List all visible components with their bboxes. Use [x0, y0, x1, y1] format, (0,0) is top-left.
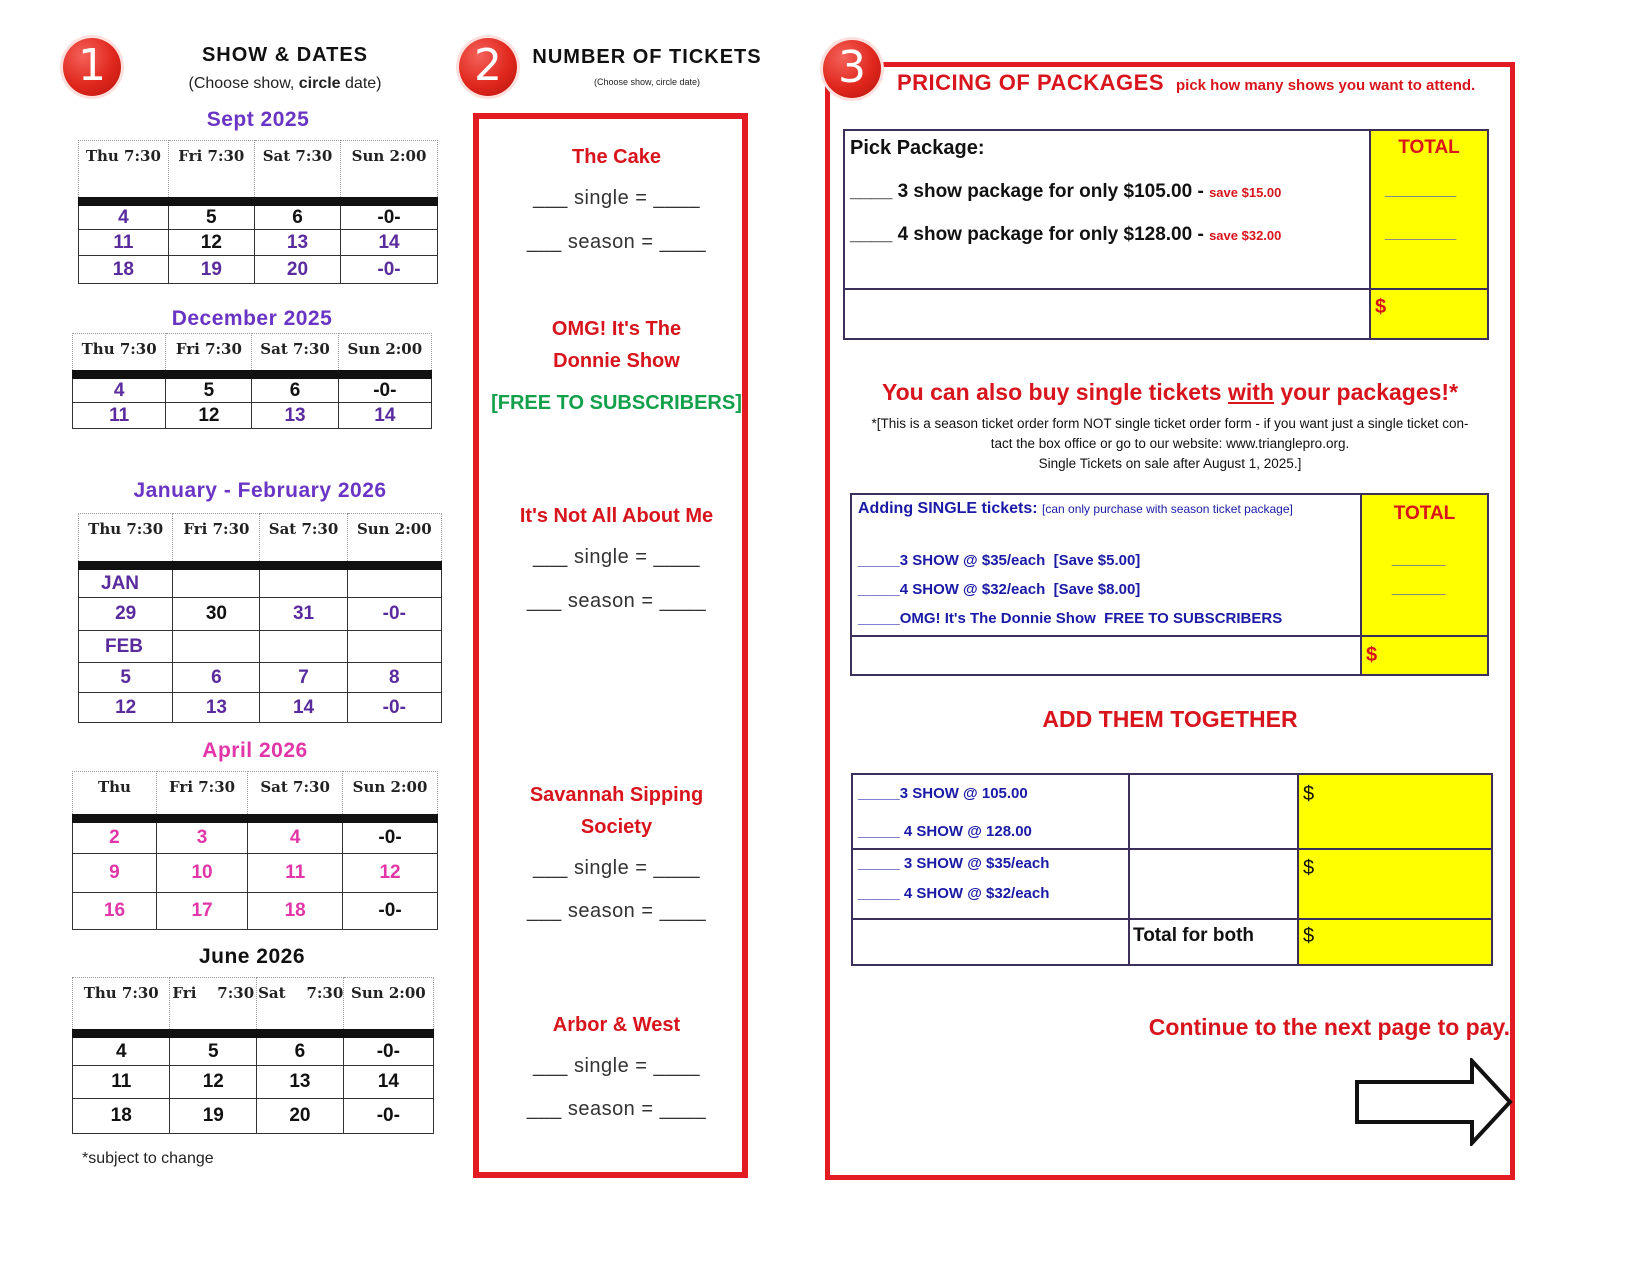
single-ticket-field[interactable]: ___ single = ____ [533, 857, 700, 879]
date-cell[interactable]: -0- [347, 693, 441, 723]
add-together-heading: ADD THEM TOGETHER [1042, 706, 1298, 732]
date-cell[interactable]: 20 [257, 1099, 344, 1134]
date-cell[interactable]: 9 [73, 854, 157, 893]
package-total-label: TOTAL [1398, 137, 1460, 158]
date-cell[interactable]: -0- [347, 598, 441, 631]
date-cell[interactable]: 5 [79, 663, 173, 693]
date-cell[interactable]: 31 [260, 598, 347, 631]
date-cell[interactable]: 12 [166, 403, 252, 429]
date-cell[interactable]: 13 [257, 1066, 344, 1099]
single-tickets-heading: You can also buy single tickets with your packages!* [881, 379, 1459, 405]
adding-single-heading: Adding SINGLE tickets: [can only purchase with season ticket package] [858, 500, 1293, 517]
subject-to-change-note: *subject to change [82, 1150, 214, 1167]
day-header: Thu 7:30 [79, 514, 173, 562]
date-cell[interactable]: 4 [73, 379, 166, 403]
date-cell[interactable]: -0- [343, 1038, 433, 1066]
show-title-savannah-sipping-society: Savannah Sipping Society [529, 784, 704, 838]
total-for-both-label: Total for both [1133, 925, 1255, 946]
date-cell[interactable]: 12 [170, 1066, 257, 1099]
date-cell[interactable]: -0- [343, 893, 438, 930]
day-header: Sat 7:30 [257, 978, 344, 1030]
date-cell[interactable]: 18 [248, 893, 343, 930]
number-of-tickets-subtitle: (Choose show, circle date) [593, 77, 701, 87]
day-header: Sun 2:00 [343, 978, 433, 1030]
date-cell[interactable]: 14 [260, 693, 347, 723]
step-2-badge: 2 [459, 38, 517, 96]
month-june-2026: June 2026 [198, 945, 306, 968]
date-cell[interactable]: 12 [343, 854, 438, 893]
date-cell[interactable]: 19 [170, 1099, 257, 1134]
number-of-tickets-title: NUMBER OF TICKETS [532, 46, 762, 68]
date-cell[interactable]: -0- [343, 1099, 433, 1134]
show-title-not-all-about-me: It's Not All About Me [519, 505, 714, 527]
single-option-3-show[interactable]: _____3 SHOW @ $35/each [Save $5.00] [858, 552, 1141, 569]
combined-4-show-single[interactable]: _____ 4 SHOW @ $32/each [858, 885, 1050, 902]
day-header: Fri 7:30 [166, 334, 252, 371]
date-cell[interactable]: 6 [252, 379, 338, 403]
right-arrow-icon [1354, 1058, 1514, 1146]
date-cell[interactable]: 4 [73, 1038, 170, 1066]
date-cell[interactable]: 14 [343, 1066, 433, 1099]
date-cell[interactable]: 6 [173, 663, 260, 693]
month-april-2026: April 2026 [202, 739, 308, 762]
date-cell[interactable]: 13 [252, 403, 338, 429]
day-header: Fri 7:30 [170, 978, 257, 1030]
tickets-panel [473, 113, 748, 1178]
single-total-dollar[interactable]: $ [1366, 644, 1378, 666]
date-cell[interactable]: 2 [73, 823, 157, 854]
date-cell[interactable]: 14 [341, 230, 438, 256]
day-header: Sun 2:00 [341, 141, 438, 198]
season-ticket-field[interactable]: ___ season = ____ [526, 231, 707, 253]
date-cell[interactable]: 3 [156, 823, 247, 854]
day-header: Fri 7:30 [168, 141, 254, 198]
month-label-cell: FEB [79, 631, 173, 663]
day-header: Thu 7:30 [73, 334, 166, 371]
show-title-donnie-show: OMG! It's The Donnie Show [551, 318, 682, 372]
date-cell[interactable]: 4 [79, 206, 169, 230]
date-cell[interactable]: -0- [338, 379, 431, 403]
day-header: Sat 7:30 [252, 334, 338, 371]
season-ticket-disclaimer: *[This is a season ticket order form NOT single ticket order form - if you want just a single ticket con- tact the box office or go to our website: www.trianglepro.org. Single Tickets on sale after August 1, 2025.] [871, 416, 1469, 471]
single-total-blank[interactable]: ______ [1392, 550, 1446, 567]
step-3-badge: 3 [823, 40, 881, 98]
date-cell[interactable]: 5 [166, 379, 252, 403]
date-cell[interactable]: 11 [73, 1066, 170, 1099]
date-cell[interactable]: 11 [73, 403, 166, 429]
package-total-dollar[interactable]: $ [1375, 296, 1387, 318]
combined-3-show-package[interactable]: _____3 SHOW @ 105.00 [858, 785, 1028, 802]
free-to-subscribers-label: [FREE TO SUBSCRIBERS] [491, 392, 742, 414]
single-ticket-field[interactable]: ___ single = ____ [533, 1055, 700, 1077]
calendar-june-2026 [72, 977, 434, 1134]
date-cell[interactable]: 11 [79, 230, 169, 256]
season-ticket-field[interactable]: ___ season = ____ [526, 900, 707, 922]
month-sept-2025: Sept 2025 [206, 108, 310, 131]
date-cell[interactable]: 14 [338, 403, 431, 429]
date-cell[interactable]: -0- [341, 256, 438, 284]
calendar-sept-2025 [78, 140, 438, 284]
calendar-jan-feb-2026 [78, 513, 442, 723]
day-header: Fri 7:30 [156, 772, 247, 815]
date-cell[interactable]: 16 [73, 893, 157, 930]
package-total-blank[interactable]: ________ [1385, 224, 1457, 241]
show-title-the-cake: The Cake [572, 146, 661, 168]
season-ticket-field[interactable]: ___ season = ____ [526, 590, 707, 612]
day-header: Sun 2:00 [343, 772, 438, 815]
package-table [843, 129, 1489, 340]
day-header: Fri 7:30 [173, 514, 260, 562]
month-jan-feb-2026: January - February 2026 [133, 479, 387, 502]
date-cell[interactable]: 12 [168, 230, 254, 256]
pricing-title: PRICING OF PACKAGES [897, 70, 1165, 95]
calendar-december-2025 [72, 333, 432, 429]
date-cell[interactable]: 13 [173, 693, 260, 723]
date-cell[interactable]: 18 [79, 256, 169, 284]
single-option-4-show[interactable]: _____4 SHOW @ $32/each [Save $8.00] [858, 581, 1141, 598]
date-cell[interactable]: 6 [257, 1038, 344, 1066]
date-cell[interactable]: 29 [79, 598, 173, 631]
date-cell[interactable]: -0- [341, 206, 438, 230]
day-header: Sat 7:30 [248, 772, 343, 815]
single-ticket-field[interactable]: ___ single = ____ [533, 546, 700, 568]
month-label-cell: JAN [79, 570, 173, 598]
season-ticket-field[interactable]: ___ season = ____ [526, 1098, 707, 1120]
package-option-3-show[interactable]: ____ 3 show package for only $105.00 - save $15.00 [850, 181, 1282, 202]
day-header: Thu [73, 772, 157, 815]
pricing-title-note: pick how many shows you want to attend. [1176, 77, 1476, 94]
day-header: Sat 7:30 [254, 141, 340, 198]
date-cell[interactable]: 18 [73, 1099, 170, 1134]
date-cell[interactable]: 4 [248, 823, 343, 854]
date-cell[interactable]: 6 [254, 206, 340, 230]
date-cell[interactable]: 12 [79, 693, 173, 723]
single-subtotal-dollar[interactable]: $ [1303, 857, 1315, 879]
pick-package-heading: Pick Package: [850, 137, 985, 159]
show-dates-subtitle: (Choose show, circle date) [188, 75, 382, 92]
combined-4-show-package[interactable]: _____ 4 SHOW @ 128.00 [858, 823, 1032, 840]
day-header: Thu 7:30 [79, 141, 169, 198]
single-tickets-table [850, 493, 1489, 676]
date-cell[interactable]: 20 [254, 256, 340, 284]
single-total-blank[interactable]: ______ [1392, 579, 1446, 596]
day-header: Sun 2:00 [338, 334, 431, 371]
combined-totals-table [851, 773, 1493, 966]
date-cell[interactable]: 19 [168, 256, 254, 284]
date-cell[interactable]: 30 [173, 598, 260, 631]
day-header: Sun 2:00 [347, 514, 441, 562]
date-cell[interactable]: 10 [156, 854, 247, 893]
combined-3-show-single[interactable]: _____ 3 SHOW @ $35/each [858, 855, 1050, 872]
date-cell[interactable]: 8 [347, 663, 441, 693]
calendar-april-2026 [72, 771, 438, 930]
date-cell[interactable]: 7 [260, 663, 347, 693]
package-total-blank[interactable]: ________ [1385, 181, 1457, 198]
month-december-2025: December 2025 [171, 307, 333, 330]
day-header: Sat 7:30 [260, 514, 347, 562]
step-1-badge: 1 [63, 38, 121, 96]
date-cell[interactable]: 5 [168, 206, 254, 230]
package-subtotal-dollar[interactable]: $ [1303, 783, 1315, 805]
date-cell[interactable]: 5 [170, 1038, 257, 1066]
single-option-donnie-show[interactable]: _____OMG! It's The Donnie Show FREE TO SUBSCRIBERS [858, 610, 1283, 627]
package-option-4-show[interactable]: ____ 4 show package for only $128.00 - save $32.00 [850, 224, 1282, 245]
continue-next-page-text: Continue to the next page to pay. [1148, 1014, 1510, 1040]
date-cell[interactable]: -0- [343, 823, 438, 854]
single-ticket-field[interactable]: ___ single = ____ [533, 187, 700, 209]
single-total-label: TOTAL [1393, 503, 1456, 524]
date-cell[interactable]: 17 [156, 893, 247, 930]
date-cell[interactable]: 13 [254, 230, 340, 256]
date-cell[interactable]: 11 [248, 854, 343, 893]
day-header: Thu 7:30 [73, 978, 170, 1030]
grand-total-dollar[interactable]: $ [1303, 925, 1315, 947]
show-dates-title: SHOW & DATES [201, 44, 369, 66]
show-title-arbor-and-west: Arbor & West [552, 1014, 681, 1036]
